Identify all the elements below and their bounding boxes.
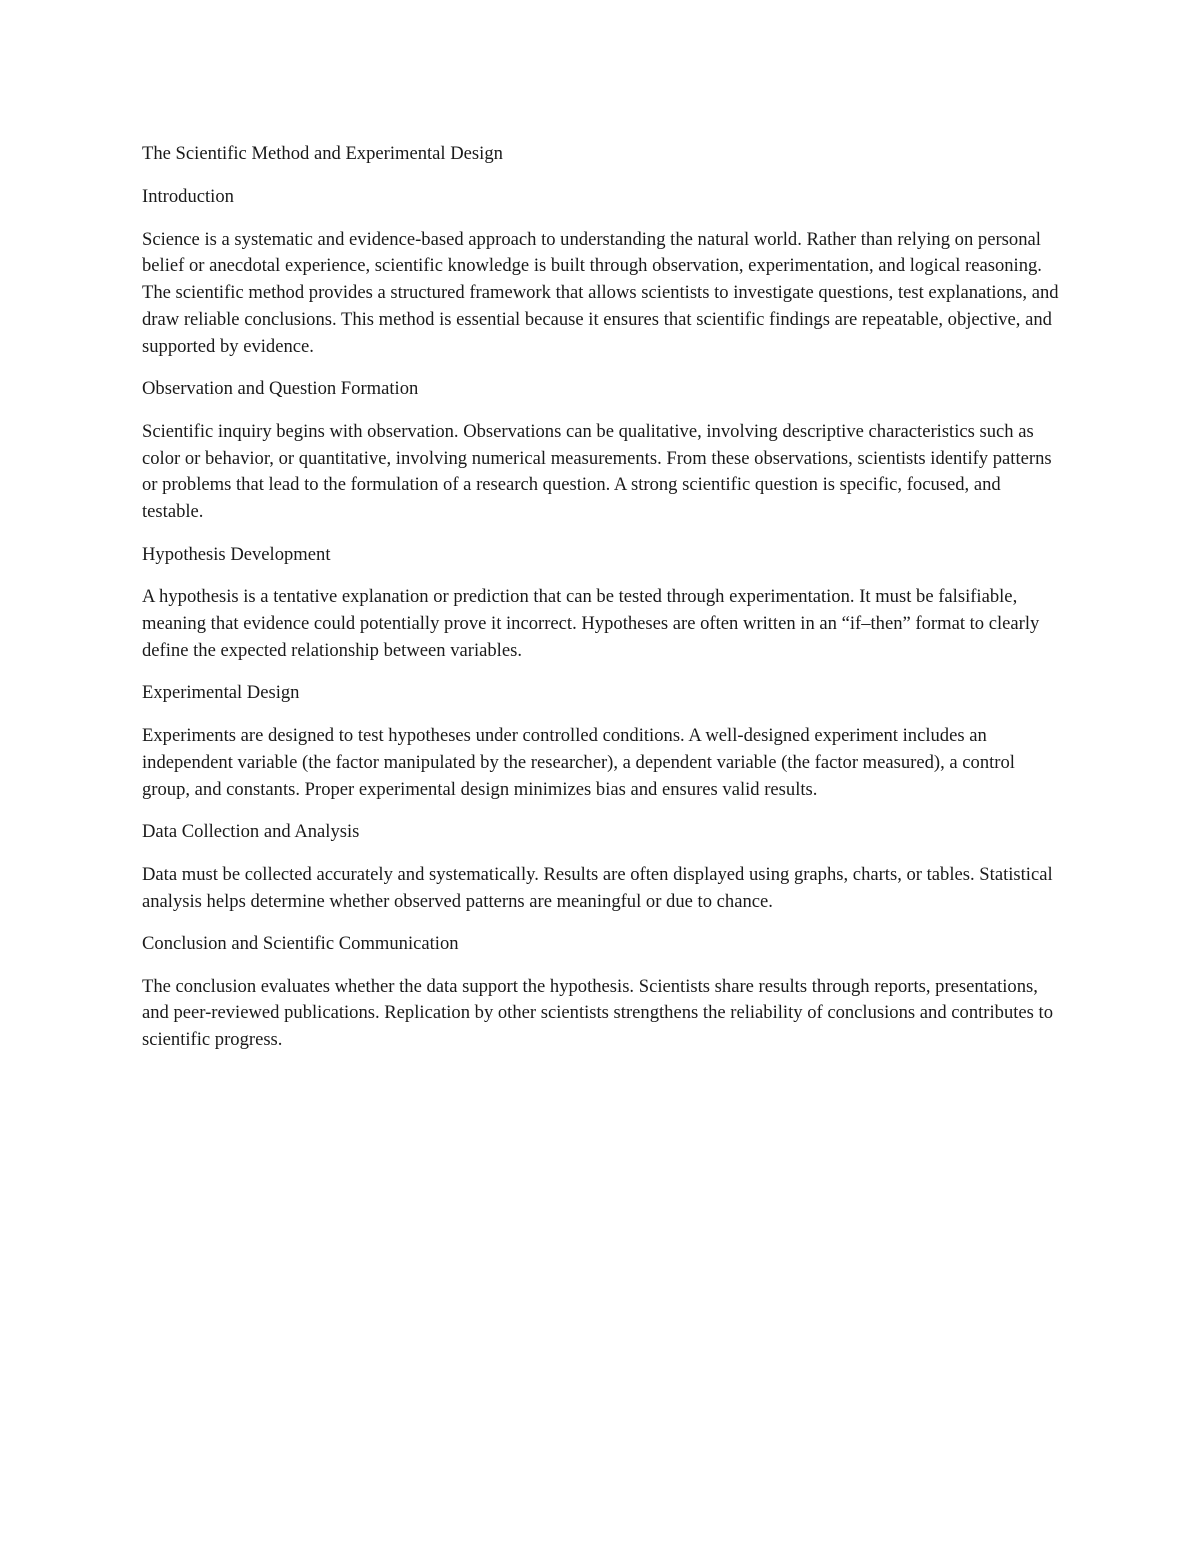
section-heading: Hypothesis Development <box>142 543 331 565</box>
section-heading: Introduction <box>142 185 234 207</box>
section-paragraph: Science is a systematic and evidence-based approach to understanding the natural world. Rather than relying on personal belief or anecdotal experience, scientific knowledge is built through observation, experimentation, and logical reasoning. The scientific method provides a structured framework that allows scientists to investigate questions, test explanations, and draw reliable conclusions. This method is essential because it ensures that scientific findings are repeatable, objective, and supported by evidence. <box>142 228 1059 357</box>
document-title: The Scientific Method and Experimental Design <box>142 143 503 164</box>
section-heading: Experimental Design <box>142 682 300 704</box>
section-introduction <box>142 184 1062 361</box>
document-content <box>142 141 1062 1070</box>
section-heading: Data Collection and Analysis <box>142 820 360 842</box>
section-experimental-design <box>142 680 1062 803</box>
section-data-collection-and-analysis <box>142 819 1062 915</box>
section-heading: Conclusion and Scientific Communication <box>142 932 459 954</box>
section-paragraph: The conclusion evaluates whether the data support the hypothesis. Scientists share results through reports, presentations, and peer-reviewed publications. Replication by other scientists strengthens the reliability of conclusions and contributes to scientific progress. <box>142 975 1054 1051</box>
section-hypothesis-development <box>142 542 1062 665</box>
section-paragraph: Experiments are designed to test hypotheses under controlled conditions. A well-designed experiment includes an independent variable (the factor manipulated by the researcher), a dependent variable (the factor measured), a control group, and constants. Proper experimental design minimizes bias and ensures valid results. <box>142 725 1015 800</box>
section-observation-and-question-formation <box>142 376 1062 526</box>
section-paragraph: A hypothesis is a tentative explanation or prediction that can be tested through experimentation. It must be falsifiable, meaning that evidence could potentially prove it incorrect. Hypotheses are often written in an “if–then” format to clearly define the expected relationship between variables. <box>142 586 1040 661</box>
section-paragraph: Data must be collected accurately and systematically. Results are often displayed using graphs, charts, or tables. Statistical analysis helps determine whether observed patterns are meaningful or due to chance. <box>142 863 1053 912</box>
section-conclusion-and-scientific-communication <box>142 931 1062 1054</box>
section-paragraph: Scientific inquiry begins with observation. Observations can be qualitative, involving descriptive characteristics such as color or behavior, or quantitative, involving numerical measurements. From these observations, scientists identify patterns or problems that lead to the formulation of a research question. A strong scientific question is specific, focused, and testable. <box>142 420 1052 523</box>
section-heading: Observation and Question Formation <box>142 378 419 400</box>
